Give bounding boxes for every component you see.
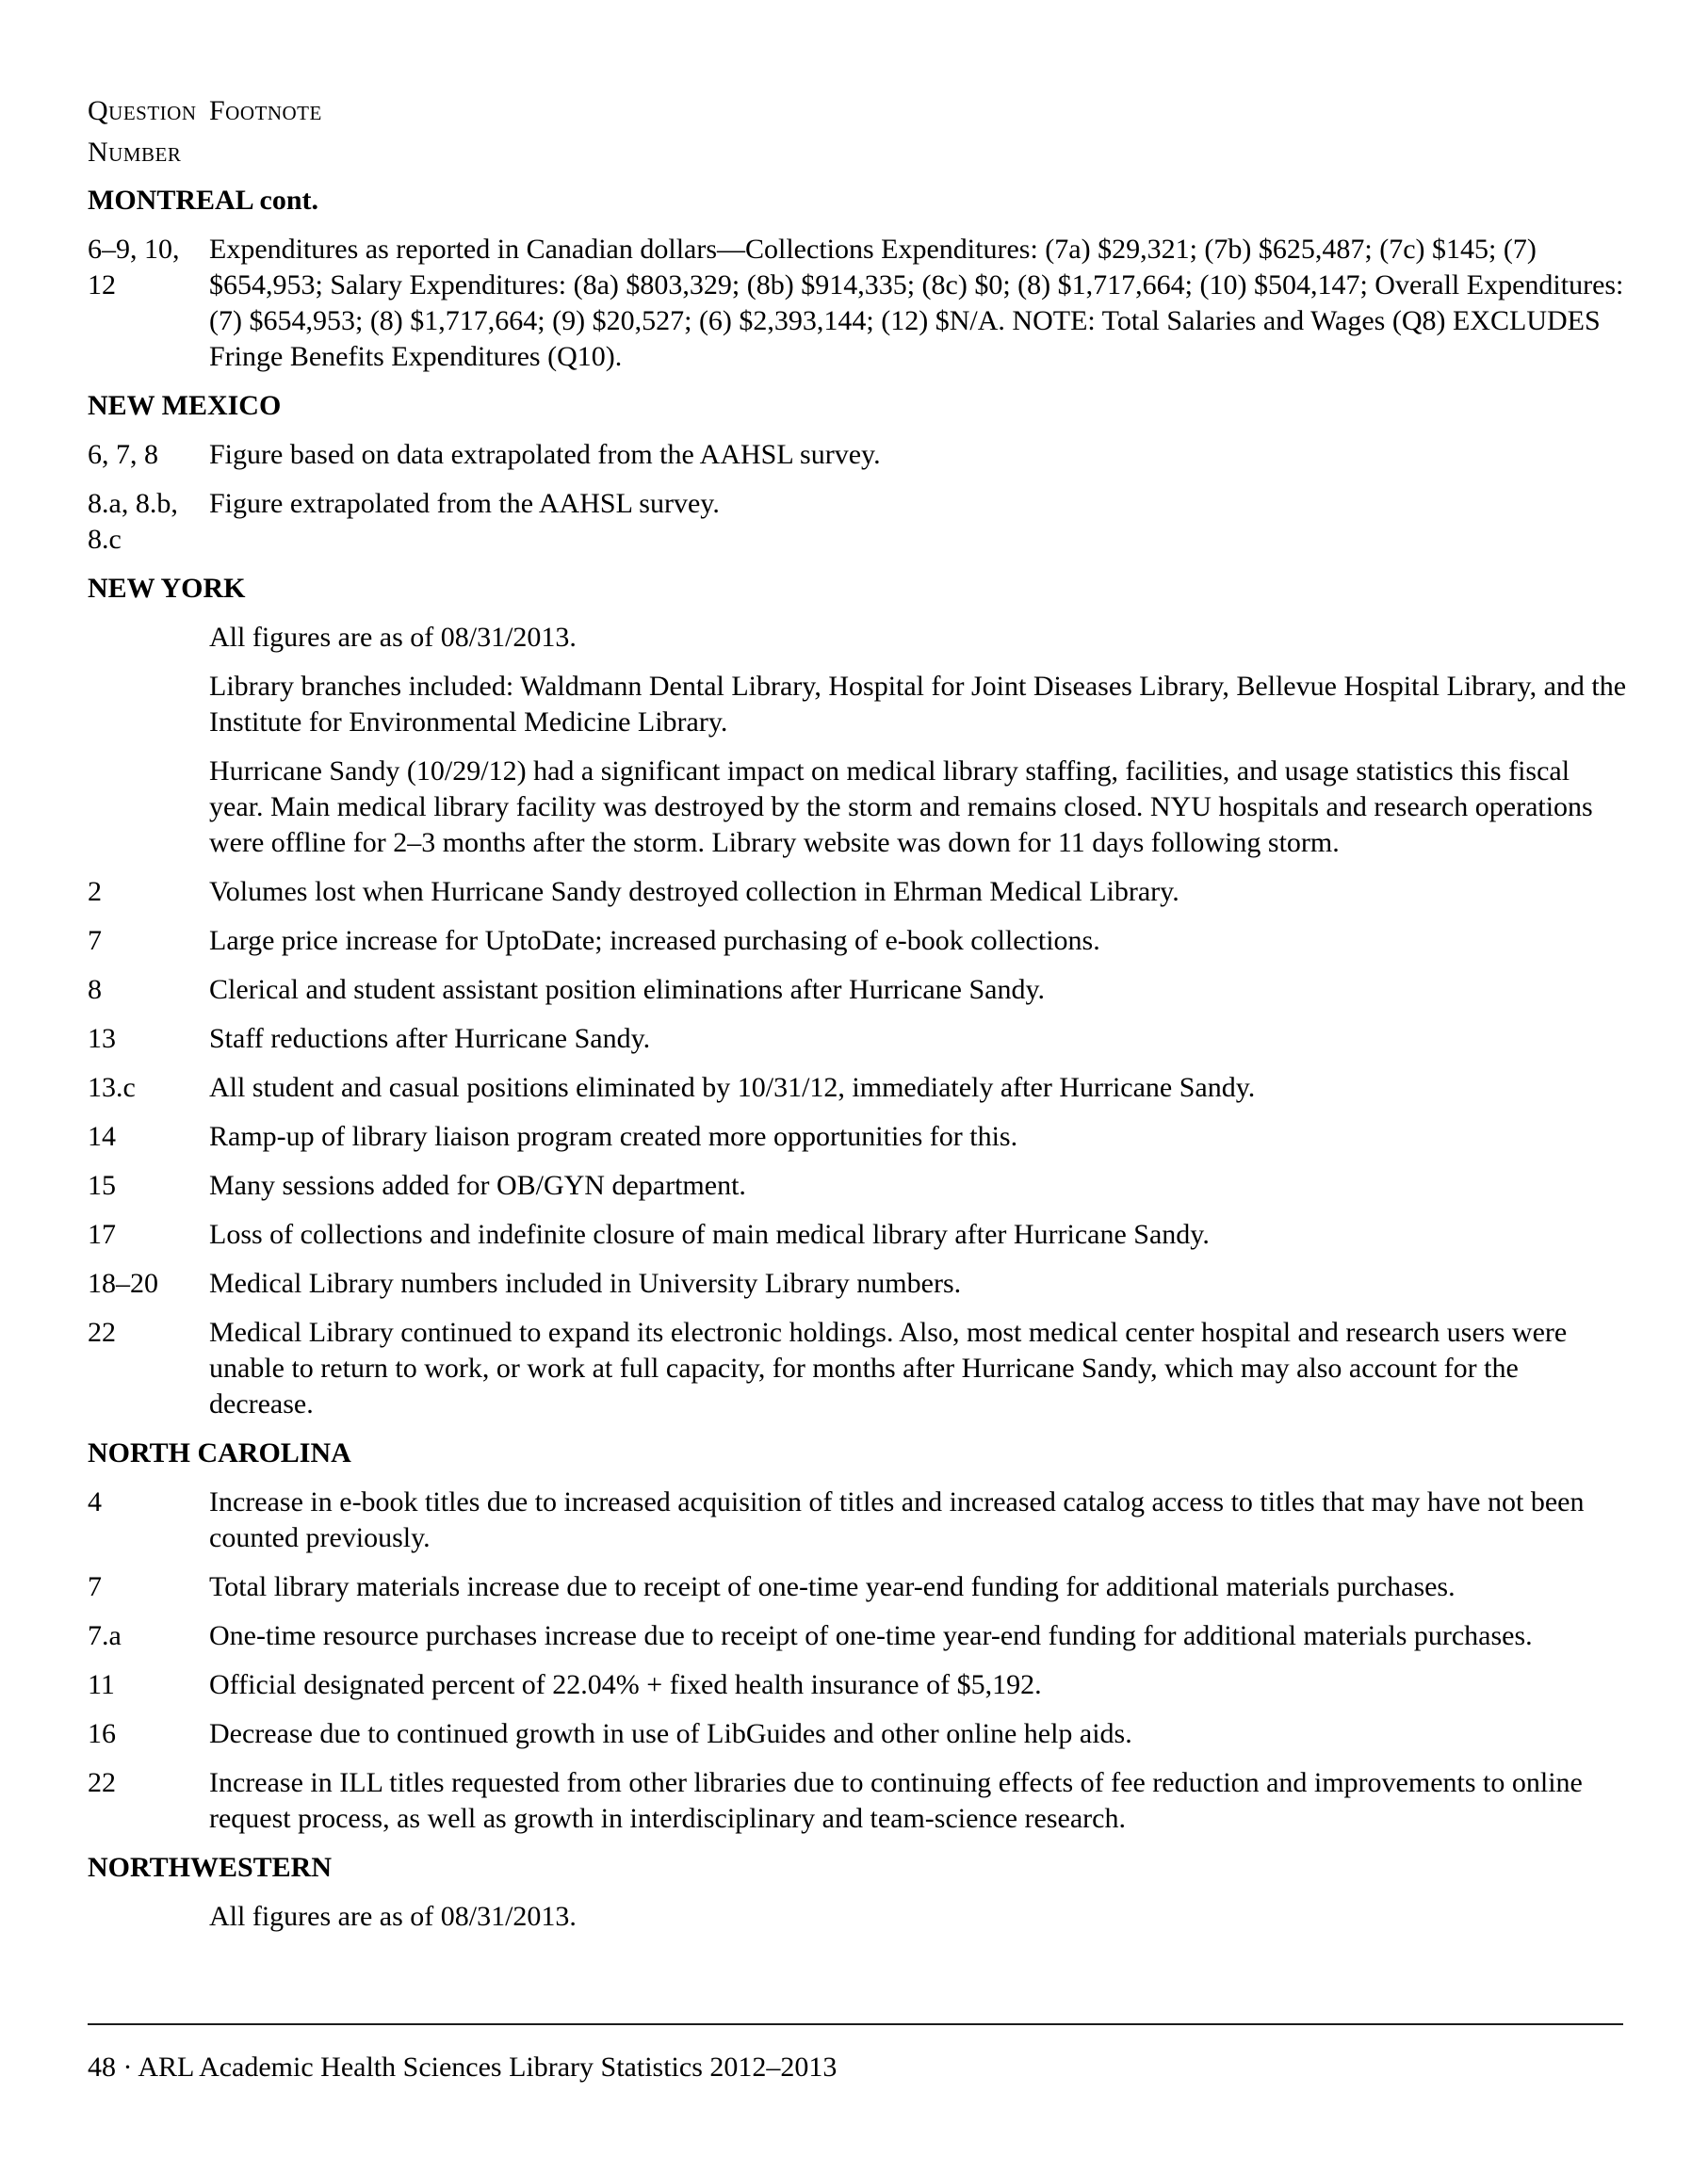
running-footer-text: 48 · ARL Academic Health Sciences Library Statistics 2012–2013 <box>88 2052 838 2083</box>
footnote-row <box>88 669 1630 740</box>
footnote-cell: Hurricane Sandy (10/29/12) had a significant impact on medical library staffing, facilities, and usage statistics this fiscal year. Main medical library facility was destroyed by the storm and remains closed. NYU hospitals and research operations were offline for 2–3 months after the storm. Library website was down for 11 days following storm. <box>209 755 1593 858</box>
question-number-cell: 22 <box>88 1317 116 1348</box>
footnote-cell: All student and casual positions eliminated by 10/31/12, immediately after Hurricane Sandy. <box>209 1072 1256 1103</box>
question-number-cell: 8 <box>88 974 102 1005</box>
section-montreal <box>88 183 1630 375</box>
footnote-cell: Medical Library numbers included in University Library numbers. <box>209 1268 962 1299</box>
footnote-row <box>88 1168 1630 1204</box>
number-label: Number <box>88 137 182 168</box>
question-number-cell: 7 <box>88 925 102 956</box>
question-number-cell: 18–20 <box>88 1268 158 1299</box>
footnote-row <box>88 1716 1630 1752</box>
question-number-column-header <box>88 90 209 173</box>
section-heading-montreal: MONTREAL cont. <box>88 185 319 216</box>
footnote-cell: Decrease due to continued growth in use of LibGuides and other online help aids. <box>209 1718 1132 1749</box>
footnote-row <box>88 620 1630 656</box>
question-number-cell: 11 <box>88 1669 115 1700</box>
footnote-row <box>88 1484 1630 1556</box>
footnote-cell: Staff reductions after Hurricane Sandy. <box>209 1023 651 1054</box>
question-number-cell: 7.a <box>88 1620 122 1651</box>
section-heading-new-york: NEW YORK <box>88 573 246 604</box>
footnote-cell: All figures are as of 08/31/2013. <box>209 1901 577 1932</box>
question-label: Question <box>88 95 197 126</box>
footnote-cell: Official designated percent of 22.04% + fixed health insurance of $5,192. <box>209 1669 1042 1700</box>
question-number-cell: 13.c <box>88 1072 136 1103</box>
question-number-cell: 2 <box>88 876 102 907</box>
footnote-cell: Ramp-up of library liaison program created more opportunities for this. <box>209 1121 1018 1152</box>
footnote-row <box>88 1315 1630 1422</box>
footnote-row <box>88 1217 1630 1253</box>
question-number-cell: 7 <box>88 1571 102 1602</box>
footnote-cell: Figure based on data extrapolated from the AAHSL survey. <box>209 439 881 470</box>
footnote-row <box>88 1021 1630 1057</box>
footnote-row <box>88 1569 1630 1605</box>
question-number-cell: 15 <box>88 1170 116 1201</box>
footnote-row <box>88 1618 1630 1654</box>
footnote-cell: Medical Library continued to expand its electronic holdings. Also, most medical center hospital and research users were unable to return to work, or work at full capacity, for months after Hurricane Sandy, which may also account for the decrease. <box>209 1317 1568 1420</box>
footnote-cell: One-time resource purchases increase due to receipt of one-time year-end funding for additional materials purchases. <box>209 1620 1533 1651</box>
footnote-cell: Library branches included: Waldmann Dental Library, Hospital for Joint Diseases Library, Bellevue Hospital Library, and the Institute for Environmental Medicine Library. <box>209 671 1627 738</box>
footnote-row <box>88 1266 1630 1302</box>
footnote-cell: Volumes lost when Hurricane Sandy destroyed collection in Ehrman Medical Library. <box>209 876 1179 907</box>
section-heading-north-carolina: NORTH CAROLINA <box>88 1437 351 1468</box>
section-new-mexico <box>88 388 1630 558</box>
footnote-row <box>88 232 1630 375</box>
footnote-row <box>88 437 1630 473</box>
question-number-cell: 4 <box>88 1486 102 1517</box>
footnote-cell: Total library materials increase due to receipt of one-time year-end funding for additional materials purchases. <box>209 1571 1456 1602</box>
question-number-cell: 16 <box>88 1718 116 1749</box>
footnote-row <box>88 972 1630 1008</box>
footnote-row <box>88 923 1630 959</box>
footnote-row <box>88 874 1630 910</box>
question-number-cell: 17 <box>88 1219 116 1250</box>
footnote-cell: Clerical and student assistant position eliminations after Hurricane Sandy. <box>209 974 1046 1005</box>
question-number-cell: 14 <box>88 1121 116 1152</box>
footnote-row <box>88 1899 1630 1935</box>
section-heading-northwestern: NORTHWESTERN <box>88 1852 332 1883</box>
footnote-cell: Many sessions added for OB/GYN department. <box>209 1170 746 1201</box>
section-northwestern <box>88 1850 1630 1935</box>
footnote-row <box>88 1119 1630 1155</box>
question-number-cell: 13 <box>88 1023 116 1054</box>
footnote-cell: Large price increase for UptoDate; increased purchasing of e-book collections. <box>209 925 1100 956</box>
footnote-cell: Loss of collections and indefinite closure of main medical library after Hurricane Sandy. <box>209 1219 1210 1250</box>
footnote-column-header: Footnote <box>209 95 322 126</box>
section-north-carolina <box>88 1436 1630 1837</box>
footnote-cell: Increase in ILL titles requested from other libraries due to continuing effects of fee reduction and improvements to online request process, as well as growth in interdisciplinary and team-science research. <box>209 1767 1583 1834</box>
footnote-row <box>88 754 1630 861</box>
question-number-cell: 6–9, 10, 12 <box>88 234 180 300</box>
page-footer <box>88 2023 1623 2085</box>
section-new-york <box>88 571 1630 1422</box>
column-headers <box>88 90 1630 173</box>
question-number-cell: 6, 7, 8 <box>88 439 158 470</box>
question-number-cell: 8.a, 8.b, 8.c <box>88 488 178 555</box>
footnote-cell: All figures are as of 08/31/2013. <box>209 622 577 653</box>
footnote-row <box>88 1070 1630 1106</box>
section-heading-new-mexico: NEW MEXICO <box>88 390 282 421</box>
footnote-row <box>88 1667 1630 1703</box>
footnote-row <box>88 1765 1630 1837</box>
footnote-row <box>88 486 1630 558</box>
footnote-cell: Figure extrapolated from the AAHSL survey. <box>209 488 720 519</box>
question-number-cell: 22 <box>88 1767 116 1798</box>
footnote-cell: Expenditures as reported in Canadian dollars—Collections Expenditures: (7a) $29,321; (7b) $625,487; (7c) $145; (7) $654,953; Salary Expenditures: (8a) $803,329; (8b) $914,335; (8c) $0; (8) $1,717,664; (10) $504,147; Overall Expenditures: (7) $654,953; (8) $1,717,664; (9) $20,527; (6) $2,393,144; (12) $N/A. NOTE: Total Salaries and Wages (Q8) EXCLUDES Fringe Benefits Expenditures (Q10). <box>209 234 1624 372</box>
footnote-cell: Increase in e-book titles due to increased acquisition of titles and increased catalog access to titles that may have not been counted previously. <box>209 1486 1585 1553</box>
